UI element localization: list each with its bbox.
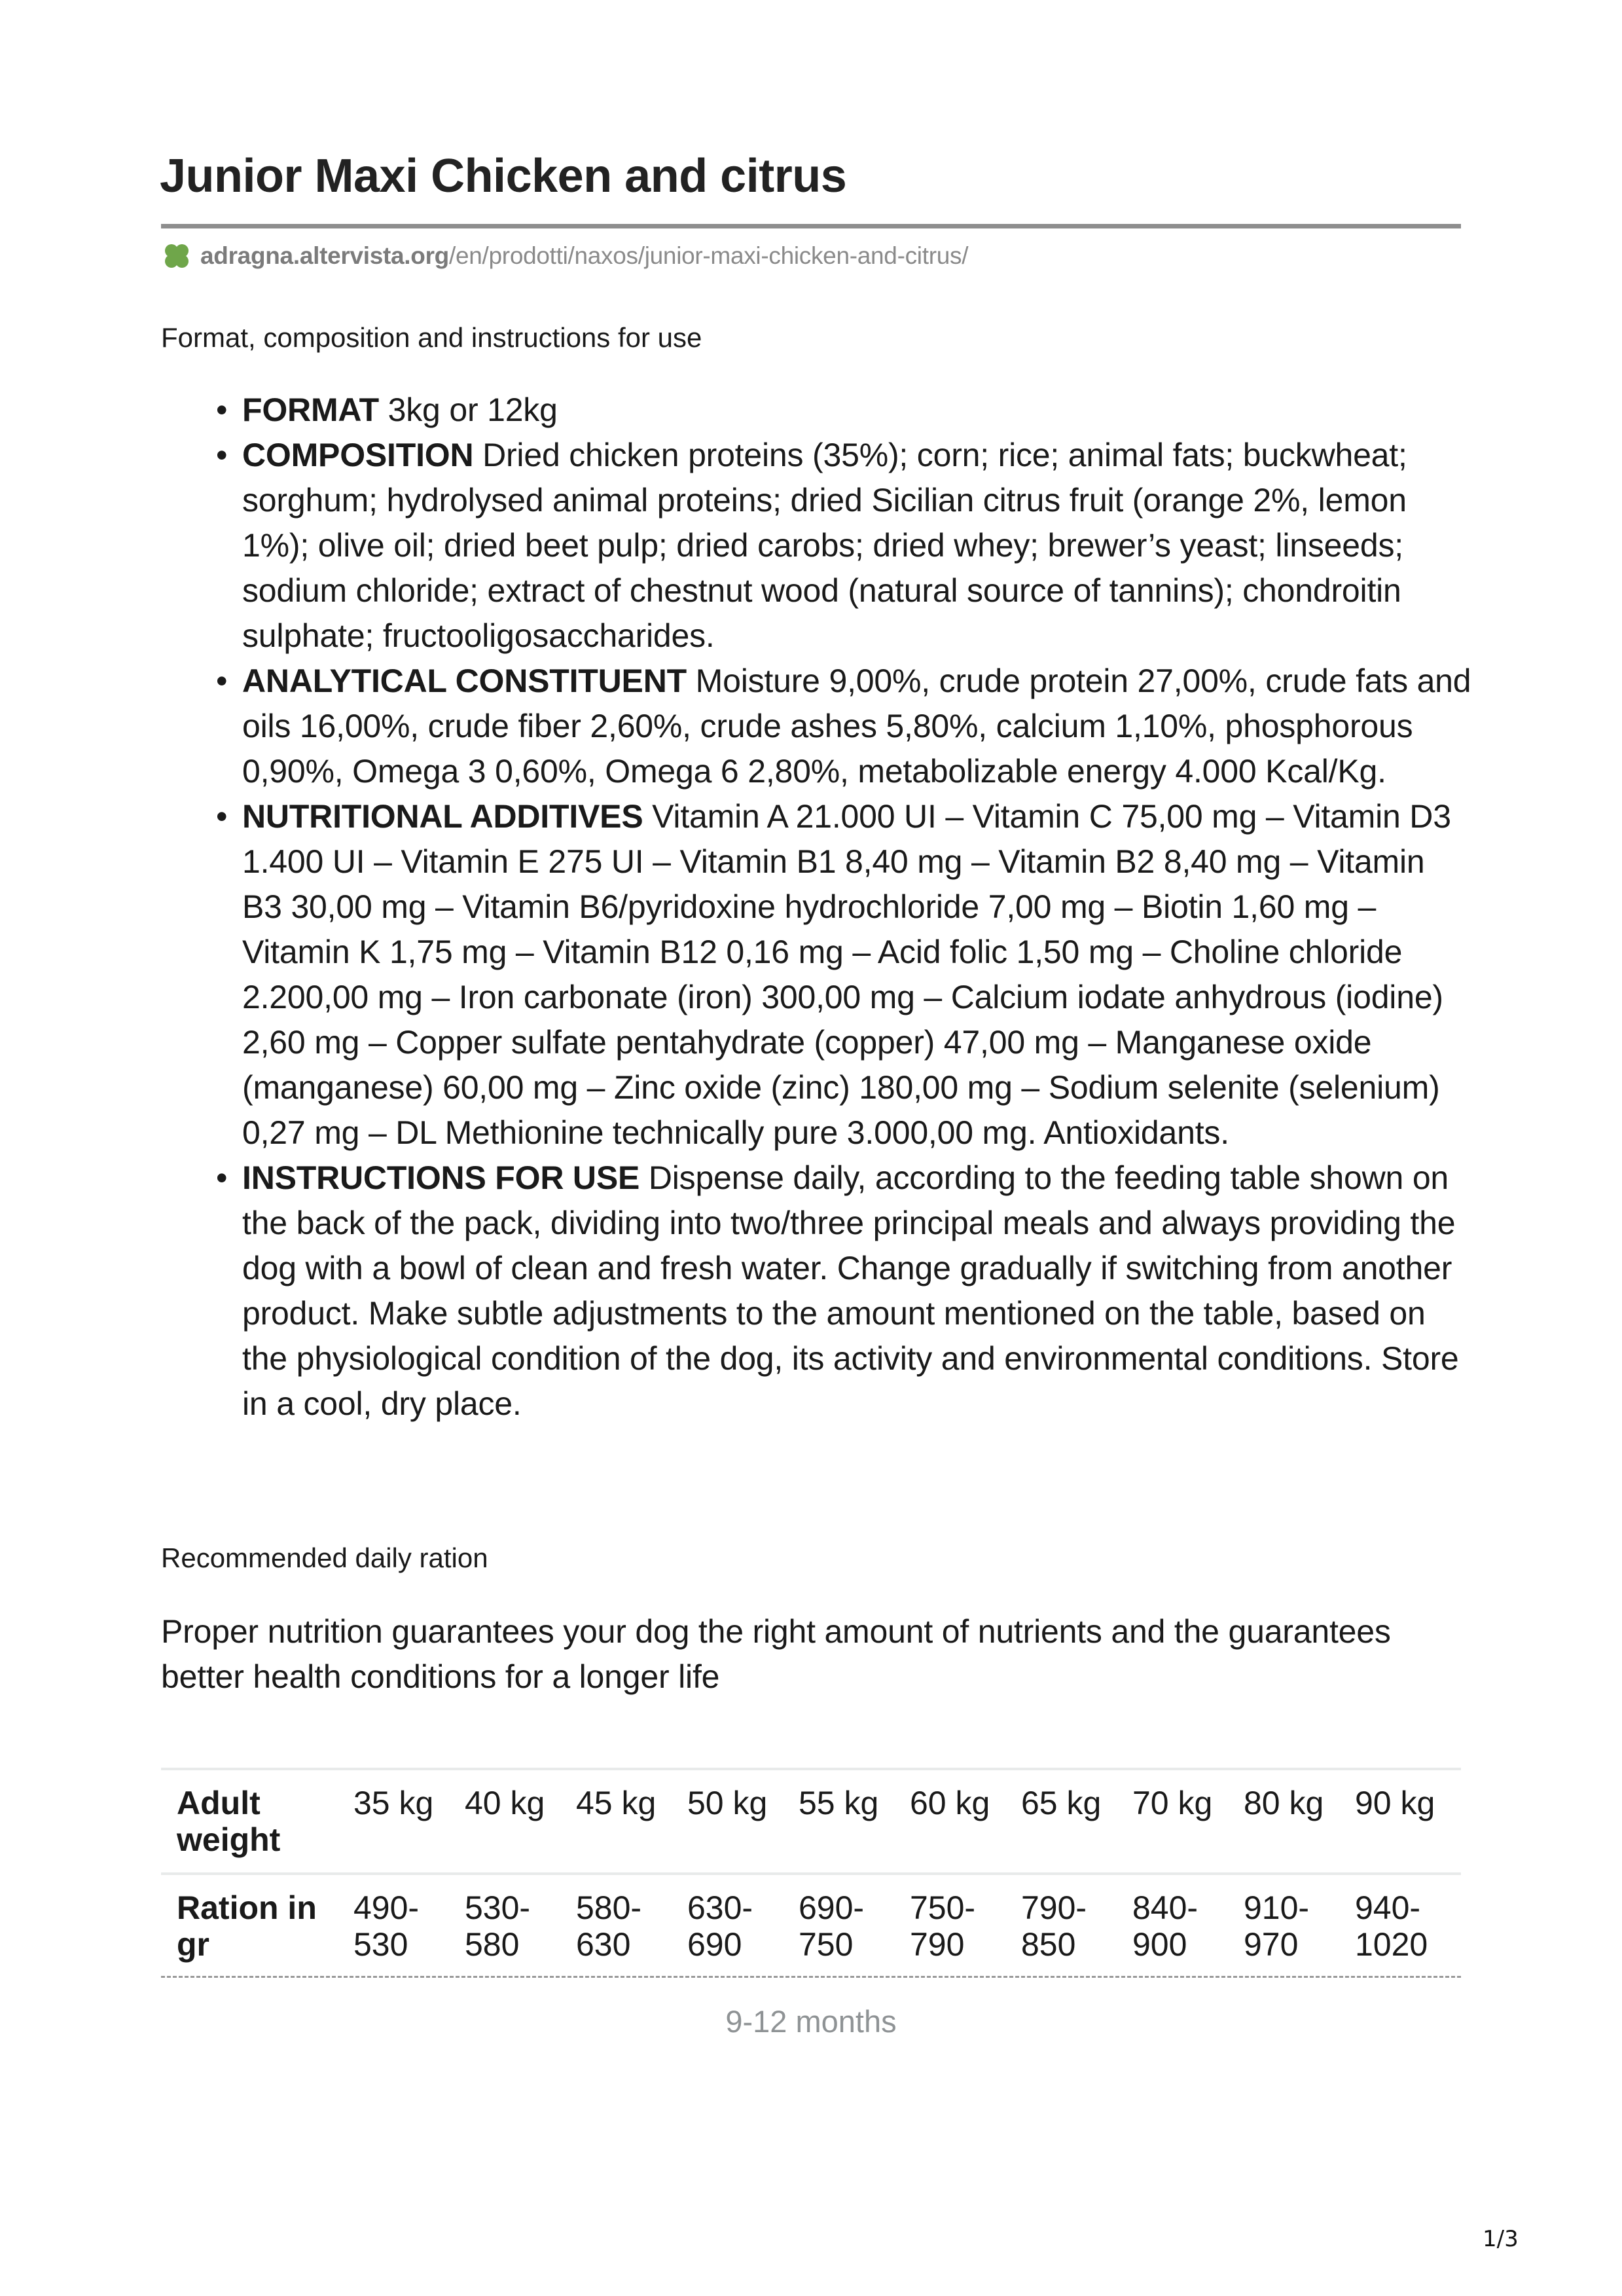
table-cell: 490-530 [353, 1889, 420, 1963]
list-item-instructions [216, 1156, 1473, 1427]
table-cell: 50 kg [687, 1785, 768, 1821]
list-item-analytical-constituent [216, 659, 1473, 794]
table-cell: 630-690 [687, 1889, 753, 1963]
table-cell: 45 kg [576, 1785, 657, 1821]
item-text: Moisture 9,00%, crude protein 27,00%, crude fats and oils 16,00%, crude fiber 2,60%, crude ashes 5,80%, calcium 1,10%, phosphorous 0,90%, Omega 3 0,60%, Omega 6 2,80%, metabolizable energy 4.000 Kcal/Kg. [242, 663, 1471, 790]
composition-list [216, 388, 1473, 1427]
list-item-nutritional-additives [216, 794, 1473, 1156]
table-cell: 35 kg [353, 1785, 434, 1821]
item-text: 3kg or 12kg [378, 392, 558, 428]
title-divider [161, 224, 1461, 228]
item-heading: FORMAT [242, 392, 379, 428]
table-cell: 790-850 [1021, 1889, 1087, 1963]
item-text: Dried chicken proteins (35%); corn; rice; animal fats; buckwheat; sorghum; hydrolysed animal proteins; dried Sicilian citrus fruit (orange 2%, lemon 1%); olive oil; dried beet pulp; dried carobs; dried whey; brewer’s yeast; linseeds; sodium chloride; extract of chestnut wood (natural source of tannins); chondroitin sulphate; fructooligosaccharides. [242, 437, 1407, 654]
url-host[interactable]: adragna.altervista.org [200, 242, 449, 269]
bullet-icon: • [216, 1159, 228, 1196]
bullet-icon: • [216, 798, 228, 835]
item-heading: NUTRITIONAL ADDITIVES [242, 798, 643, 835]
table-dashed-border [161, 1976, 1461, 1978]
item-heading: ANALYTICAL CONSTITUENT [242, 663, 687, 699]
bullet-icon: • [216, 663, 228, 699]
table-row-weight [161, 1769, 1461, 1874]
table-row-ration [161, 1874, 1461, 1977]
list-item-composition [216, 433, 1473, 659]
composition-section-label: Format, composition and instructions for use [161, 322, 702, 353]
bullet-icon: • [216, 392, 228, 428]
list-item-format [216, 388, 1473, 433]
table-cell: 55 kg [799, 1785, 879, 1821]
item-text: Vitamin A 21.000 UI – Vitamin C 75,00 mg – Vitamin D3 1.400 UI – Vitamin E 275 UI – Vitamin B1 8,40 mg – Vitamin B2 8,40 mg – Vitamin B3 30,00 mg – Vitamin B6/pyridoxine hydrochloride 7,00 mg – Biotin 1,60 mg – Vitamin K 1,75 mg – Vitamin B12 0,16 mg – Acid folic 1,50 mg – Choline chloride 2.200,00 mg – Iron carbonate (iron) 300,00 mg – Calcium iodate anhydrous (iodine) 2,60 mg – Copper sulfate pentahydrate (copper) 47,00 mg – Manganese oxide (manganese) 60,00 mg – Zinc oxide (zinc) 180,00 mg – Sodium selenite (selenium) 0,27 mg – DL Methionine technically pure 3.000,00 mg. Antioxidants. [242, 798, 1451, 1151]
ration-intro: Proper nutrition guarantees your dog the right amount of nutrients and the guarantees better health conditions for a longer life [161, 1613, 1391, 1695]
table-cell: 60 kg [910, 1785, 990, 1821]
table-cell: 90 kg [1355, 1785, 1435, 1821]
table-cell: 690-750 [799, 1889, 865, 1963]
table-cell: 840-900 [1132, 1889, 1198, 1963]
url-path[interactable]: /en/prodotti/naxos/junior-maxi-chicken-and-citrus/ [449, 242, 969, 269]
table-cell: 910-970 [1244, 1889, 1310, 1963]
table-cell: 65 kg [1021, 1785, 1102, 1821]
table-cell: 940-1020 [1355, 1889, 1428, 1963]
table-cell: 40 kg [465, 1785, 545, 1821]
ration-section-label: Recommended daily ration [161, 1542, 488, 1573]
row-header: Ration in gr [177, 1889, 317, 1963]
clover-icon [161, 240, 192, 272]
table-cell: 750-790 [910, 1889, 976, 1963]
table-cell: 70 kg [1132, 1785, 1213, 1821]
page-title: Junior Maxi Chicken and citrus [160, 150, 847, 202]
bullet-icon: • [216, 437, 228, 473]
ration-table [161, 1768, 1461, 1977]
source-url[interactable] [161, 240, 968, 272]
page-number: 1/3 [1483, 2226, 1519, 2252]
table-caption: 9-12 months [725, 2004, 897, 2039]
table-cell: 580-630 [576, 1889, 642, 1963]
item-heading: INSTRUCTIONS FOR USE [242, 1159, 640, 1196]
table-cell: 530-580 [465, 1889, 531, 1963]
table-cell: 80 kg [1244, 1785, 1324, 1821]
row-header: Adult weight [177, 1785, 281, 1858]
item-heading: COMPOSITION [242, 437, 474, 473]
item-text: Dispense daily, according to the feeding table shown on the back of the pack, dividing into two/three principal meals and always providing the dog with a bowl of clean and fresh water. Change gradually if switching from another product. Make subtle adjustments to the amount mentioned on the table, based on the physiological condition of the dog, its activity and environmental conditions. Store in a cool, dry place. [242, 1159, 1459, 1422]
